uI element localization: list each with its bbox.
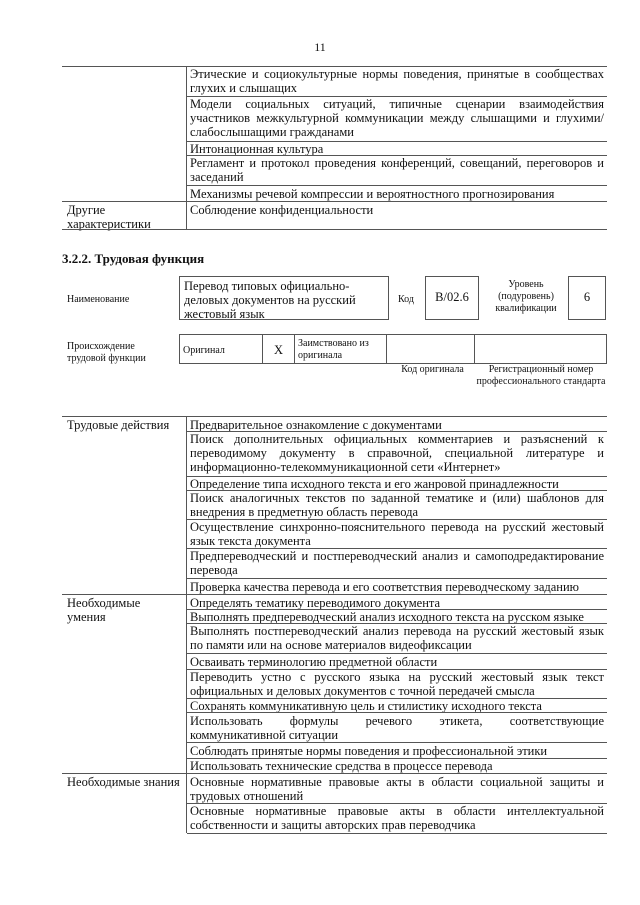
skill-item: Осваивать терминологию предметной области: [190, 655, 438, 669]
name-label: Наименование: [67, 294, 130, 305]
borrowed-label: Заимствовано из оригинала: [298, 338, 369, 361]
original-label: Оригинал: [183, 345, 225, 356]
action-item: Предварительное ознакомление с документами: [190, 418, 442, 432]
action-item: Предпереводческий и постпереводческий анализ и самоподредактирование перевода: [190, 549, 604, 578]
knowledge-row: Интонационная культура: [190, 142, 324, 156]
main-table-divider: [186, 416, 187, 833]
action-item: Поиск дополнительных официальных комментариев и разъяснений к переводимому документу в справочной, специальной литературе и информационно-телекоммуникационной сети «Интернет»: [190, 432, 604, 475]
skill-item: Соблюдать принятые нормы поведения и профессиональной этики: [190, 744, 548, 758]
level-value: 6: [568, 276, 606, 320]
actions-label: Трудовые действия: [67, 418, 170, 432]
knowledge-row: Регламент и протокол проведения конференций, совещаний, переговоров и заседаний: [190, 156, 604, 185]
other-characteristics-label: Другие характеристики: [67, 203, 151, 232]
level-label: Уровень (подуровень) квалификации: [495, 279, 557, 314]
table-bottom-border: [62, 229, 607, 230]
knowledge-row: Модели социальных ситуаций, типичные сценарии взаимодействия участников межкультурной коммуникации между слышащими и глухими/слабослышащими гражданами: [190, 97, 604, 140]
code-original-label: Код оригинала: [401, 364, 464, 375]
knowledge-item: Основные нормативные правовые акты в области интеллектуальной собственности и защиты авторских прав переводчика: [190, 804, 604, 833]
other-characteristics-value: Соблюдение конфиденциальности: [190, 203, 374, 217]
knowledge-item: Основные нормативные правовые акты в области социальной защиты и трудовых отношений: [190, 775, 604, 804]
action-item: Определение типа исходного текста и его жанровой принадлежности: [190, 477, 559, 491]
code-value: B/02.6: [425, 276, 479, 320]
original-mark: X: [273, 343, 284, 357]
knowledge-label: Необходимые знания: [67, 775, 180, 789]
skill-item: Сохранять коммуникативную цель и стилистику исходного текста: [190, 699, 542, 713]
registration-number-label: Регистрационный номер профессионального стандарта: [476, 364, 606, 387]
knowledge-row: Этические и социокультурные нормы поведения, принятые в сообществах глухих и слышащих: [190, 67, 604, 96]
origin-box: [179, 334, 607, 364]
action-item: Поиск аналогичных текстов по заданной тематике и (или) шаблонов для внедрения в предметную область перевода: [190, 491, 604, 520]
action-item: Осуществление синхронно-пояснительного перевода на русский жестовый язык текста документа: [190, 520, 604, 549]
skills-label: Необходимые умения: [67, 596, 141, 625]
function-name: Перевод типовых официально-деловых документов на русский жестовый язык: [179, 276, 389, 320]
section-title: 3.2.2. Трудовая функция: [62, 251, 205, 266]
skill-item: Переводить устно с русского языка на русский жестовый язык текст официальных и деловых документов с точной передачей смысла: [190, 670, 604, 699]
table-divider: [186, 66, 187, 229]
page-number: 11: [314, 40, 326, 54]
origin-label: Происхождение трудовой функции: [67, 341, 146, 364]
code-label: Код: [398, 294, 414, 305]
skill-item: Выполнять предпереводческий анализ исходного текста на русском языке: [190, 610, 584, 624]
skill-item: Использовать технические средства в процессе перевода: [190, 759, 493, 773]
skill-item: Определять тематику переводимого документа: [190, 596, 441, 610]
knowledge-row: Механизмы речевой компрессии и вероятностного прогнозирования: [190, 187, 555, 201]
skill-item: Использовать формулы речевого этикета, соответствующие коммуникативной ситуации: [190, 714, 604, 743]
main-table-top-border: [62, 416, 607, 417]
action-item: Проверка качества перевода и его соответствия переводческому заданию: [190, 580, 579, 594]
skill-item: Выполнять постпереводческий анализ перевода на русский жестовый язык по памяти или на основе материалов видеофиксации: [190, 624, 604, 653]
